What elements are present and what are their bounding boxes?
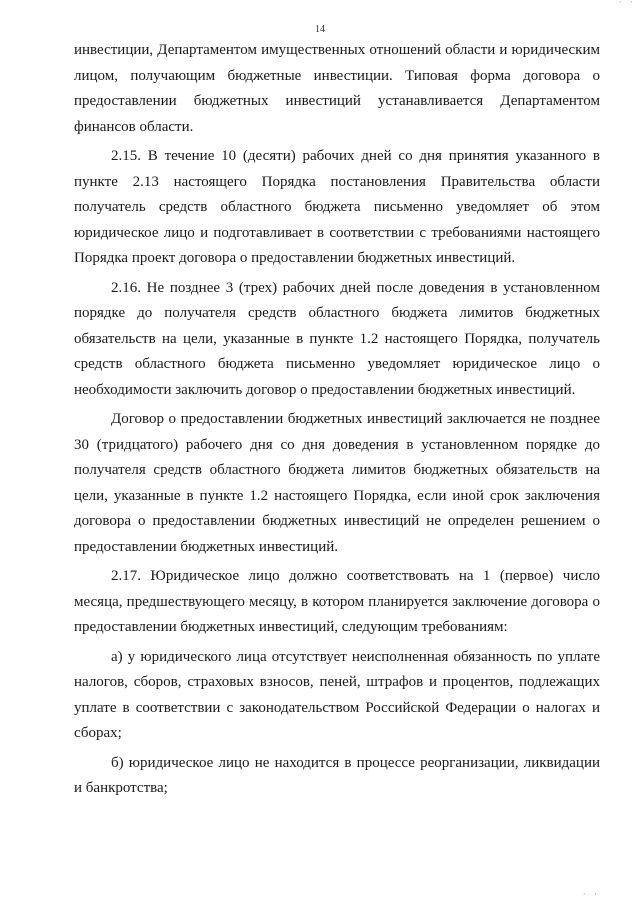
paragraph-item-a: а) у юридического лица отсутствует неисполненная обязанность по уплате налогов, сборов, страховых взносов, пеней, штрафов и процентов, подлежащих уплате в соответствии с законодательством Российской Федерации о налогах и сборах; — [74, 648, 600, 741]
paragraph-item-b: б) юридическое лицо не находится в процессе реорганизации, ликвидации и банкротства; — [74, 754, 600, 796]
paragraph-2-17: 2.17. Юридическое лицо должно соответствовать на 1 (первое) число месяца, предшествующего месяцу, в котором планируется заключение договора о предоставлении бюджетных инвестиций, следующим требованиям: — [74, 568, 600, 635]
page-number: 14 — [315, 24, 325, 35]
paragraph-contract-deadline: Договор о предоставлении бюджетных инвестиций заключается не позднее 30 (тридцатого) рабочего дня со дня доведения в установленном порядке до получателя средств областного бюджета лимитов бюджетных обязательств на цели, указанные в пункте 1.2 настоящего Порядка, если иной срок заключения договора о предоставлении бюджетных инвестиций не определен решением о предоставлении бюджетных инвестиций. — [74, 411, 600, 555]
document-body — [74, 38, 600, 802]
paragraph-2-15: 2.15. В течение 10 (десяти) рабочих дней со дня принятия указанного в пункте 2.13 настоящего Порядка постановления Правительства области получатель средств областного бюджета письменно уведомляет об этом юридическое лицо и подготавливает в соответствии с требованиями настоящего Порядка проект договора о предоставлении бюджетных инвестиций. — [74, 148, 600, 266]
scan-mark-top: · · — [618, 0, 636, 7]
paragraph-continuation: инвестиции, Департаментом имущественных отношений области и юридическим лицом, получающим бюджетные инвестиции. Типовая форма договора о предоставлении бюджетных инвестиций устанавливается Департаментом финансов области. — [74, 42, 600, 135]
scan-mark-bottom: · · — [582, 889, 600, 899]
paragraph-2-16: 2.16. Не позднее 3 (трех) рабочих дней после доведения в установленном порядке до получателя средств областного бюджета лимитов бюджетных обязательств на цели, указанные в пункте 1.2 настоящего Порядка, получатель средств областного бюджета письменно уведомляет юридическое лицо о необходимости заключить договор о предоставлении бюджетных инвестиций. — [74, 279, 600, 398]
